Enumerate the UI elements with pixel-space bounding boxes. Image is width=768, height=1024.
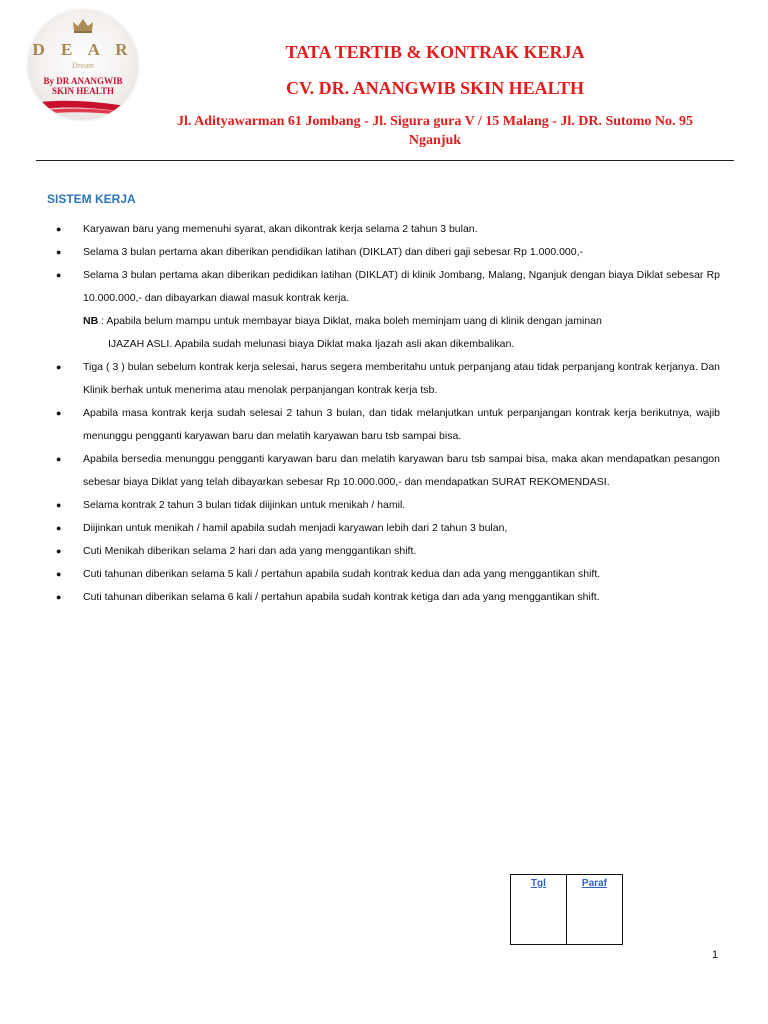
note-line-2: IJAZAH ASLI. Apabila sudah melunasi biaya Diklat maka Ijazah asli akan dikembalikan. — [108, 338, 515, 350]
company-logo — [28, 10, 138, 120]
bullet-icon: ● — [56, 569, 62, 579]
bullet-icon: ● — [56, 592, 62, 602]
bullet-icon: ● — [56, 408, 62, 418]
list-item: ● Cuti tahunan diberikan selama 6 kali / pertahun apabila sudah kontrak ketiga dan ada yang menggantikan shift. — [56, 586, 720, 609]
logo-byline — [28, 76, 138, 96]
rules-list — [56, 218, 720, 609]
note-line-1: : Apabila belum mampu untuk membayar biaya Diklat, maka boleh meminjam uang di klinik dengan jaminan — [98, 315, 602, 327]
bullet-icon: ● — [56, 270, 62, 280]
bullet-icon: ● — [56, 500, 62, 510]
list-item: ● Diijinkan untuk menikah / hamil apabila sudah menjadi karyawan lebih dari 2 tahun 3 bulan, — [56, 517, 720, 540]
crown-icon — [72, 18, 94, 34]
list-item: ● Apabila masa kontrak kerja sudah selesai 2 tahun 3 bulan, dan tidak melanjutkan untuk perpanjangan kontrak kerja berikutnya, wajib menunggu pengganti karyawan baru dan melatih karyawan baru tsb sampai bisa. — [56, 402, 720, 448]
list-item: ● Tiga ( 3 ) bulan sebelum kontrak kerja selesai, harus segera memberitahu untuk perpanjang atau tidak perpanjang kontrak kerjanya. Dan Klinik berhak untuk menerima atau menolak perpanjangan kontrak kerja tsb. — [56, 356, 720, 402]
list-item: ● Selama 3 bulan pertama akan diberikan pendidikan latihan (DIKLAT) dan diberi gaji sebesar Rp 1.000.000,- — [56, 241, 720, 264]
logo-swoosh — [28, 94, 138, 120]
list-item: ● Selama 3 bulan pertama akan diberikan pedidikan latihan (DIKLAT) di klinik Jombang, Malang, Nganjuk dengan biaya Diklat sebesar Rp 10.000.000,- dan dibayarkan diawal masuk kontrak kerja. NB : Apabila belum mampu untuk membayar biaya Diklat, maka boleh meminjam uang di klinik dengan jaminan IJAZAH ASLI. Apabila sudah melunasi biaya Diklat maka Ijazah asli akan dikembalikan. — [56, 264, 720, 356]
list-item: ● Karyawan baru yang memenuhi syarat, akan dikontrak kerja selama 2 tahun 3 bulan. — [56, 218, 720, 241]
note-label: NB — [83, 315, 99, 327]
section-heading: SISTEM KERJA — [47, 192, 136, 206]
initial-column[interactable]: Paraf — [566, 875, 622, 945]
company-address: Jl. Adityawarman 61 Jombang - Jl. Sigura gura V / 15 Malang - Jl. DR. Sutomo No. 95 Nganjuk — [177, 114, 693, 148]
logo-tagline: Dream — [72, 61, 94, 70]
date-column[interactable]: Tgl — [511, 875, 567, 945]
logo-brand: D E A R — [32, 40, 134, 59]
signature-box — [510, 874, 623, 945]
bullet-icon: ● — [56, 362, 62, 372]
document-title: TATA TERTIB & KONTRAK KERJA — [285, 42, 585, 62]
header-divider — [36, 160, 734, 161]
bullet-icon: ● — [56, 454, 62, 464]
list-item: ● Cuti Menikah diberikan selama 2 hari dan ada yang menggantikan shift. — [56, 540, 720, 563]
logo-byline-1: By DR ANANGWIB — [43, 76, 123, 86]
bullet-icon: ● — [56, 523, 62, 533]
bullet-icon: ● — [56, 546, 62, 556]
page-number: 1 — [712, 949, 719, 961]
list-item: ● Apabila bersedia menunggu pengganti karyawan baru dan melatih karyawan baru tsb sampai bisa, maka akan mendapatkan pesangon sebesar biaya Diklat yang telah dibayarkan sebesar Rp 10.000.000,- dan mendapatkan SURAT REKOMENDASI. — [56, 448, 720, 494]
logo-byline-2: SKIN HEALTH — [52, 86, 114, 96]
bullet-icon: ● — [56, 224, 62, 234]
note — [83, 310, 720, 333]
bullet-icon: ● — [56, 247, 62, 257]
company-name: CV. DR. ANANGWIB SKIN HEALTH — [285, 78, 585, 98]
list-item: ● Selama kontrak 2 tahun 3 bulan tidak diijinkan untuk menikah / hamil. — [56, 494, 720, 517]
list-item: ● Cuti tahunan diberikan selama 5 kali / pertahun apabila sudah kontrak kedua dan ada yang menggantikan shift. — [56, 563, 720, 586]
